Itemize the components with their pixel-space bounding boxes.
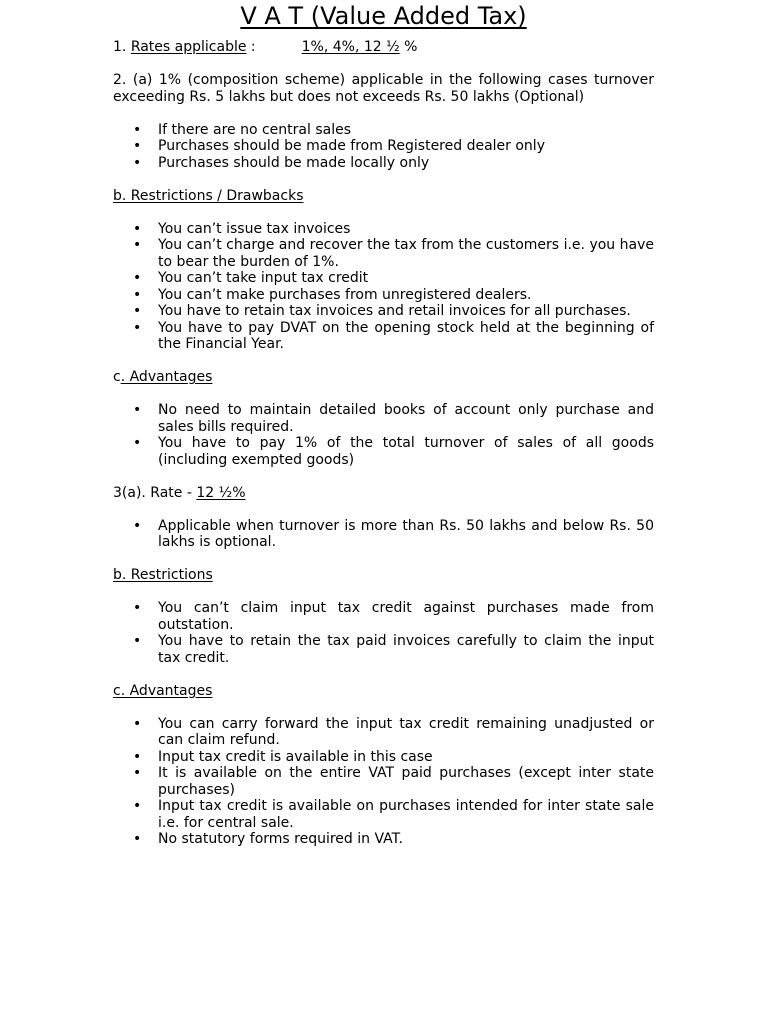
section2-advantages-heading: c. Advantages: [113, 369, 213, 385]
section2-intro: 2. (a) 1% (composition scheme) applicable in the following cases turnover exceeding Rs. 5 lakhs but does not exceeds Rs. 50 lakhs (Optional): [113, 72, 654, 105]
section3-conditions-list: [113, 518, 654, 551]
list-item: • Purchases should be made locally only: [113, 155, 654, 172]
list-item: • You can’t issue tax invoices: [113, 221, 654, 238]
rates-suffix: %: [399, 39, 418, 55]
list-item: • Purchases should be made from Registered dealer only: [113, 138, 654, 155]
section2-restrictions-list: [113, 221, 654, 353]
section2-advantages-list: [113, 402, 654, 468]
list-item: • You have to retain the tax paid invoices carefully to claim the input tax credit.: [113, 633, 654, 666]
section3-restrictions-list: [113, 600, 654, 666]
list-item: • You have to pay 1% of the total turnover of sales of all goods (including exempted goods): [113, 435, 654, 468]
list-item: • It is available on the entire VAT paid purchases (except inter state purchases): [113, 765, 654, 798]
list-item: • You can’t make purchases from unregistered dealers.: [113, 287, 654, 304]
section2-restrictions-heading: b. Restrictions / Drawbacks: [113, 187, 304, 204]
list-item: • You have to pay DVAT on the opening stock held at the beginning of the Financial Year.: [113, 320, 654, 353]
list-item: • No statutory forms required in VAT.: [113, 831, 654, 848]
section3-advantages-list: [113, 716, 654, 848]
document-title: V A T (Value Added Tax): [240, 2, 527, 30]
rates-label: Rates applicable: [130, 39, 247, 55]
list-item: • Applicable when turnover is more than Rs. 50 lakhs and below Rs. 50 lakhs is optional.: [113, 518, 654, 551]
section3-restrictions-heading: b. Restrictions: [113, 567, 213, 583]
list-item: • You can’t charge and recover the tax from the customers i.e. you have to bear the burden of 1%.: [113, 237, 654, 270]
rates-separator: :: [246, 39, 256, 55]
list-item: • You can carry forward the input tax credit remaining unadjusted or can claim refund.: [113, 716, 654, 749]
document-page: [113, 0, 654, 848]
list-item: • No need to maintain detailed books of account only purchase and sales bills required.: [113, 402, 654, 435]
list-item: • If there are no central sales: [113, 122, 654, 139]
list-item: • Input tax credit is available on purchases intended for inter state sale i.e. for central sale.: [113, 798, 654, 831]
section2-conditions-list: [113, 122, 654, 172]
rates-prefix: 1.: [113, 39, 131, 55]
section3-rate-line: 3(a). Rate - 12 ½%: [113, 484, 246, 501]
rates-line: [113, 39, 654, 56]
list-item: • You can’t take input tax credit: [113, 270, 654, 287]
list-item: • Input tax credit is available in this case: [113, 749, 654, 766]
list-item: • You can’t claim input tax credit against purchases made from outstation.: [113, 600, 654, 633]
rates-values: 1%, 4%, 12 ½: [301, 39, 400, 55]
list-item: • You have to retain tax invoices and retail invoices for all purchases.: [113, 303, 654, 320]
section3-advantages-heading: c. Advantages: [113, 682, 213, 699]
